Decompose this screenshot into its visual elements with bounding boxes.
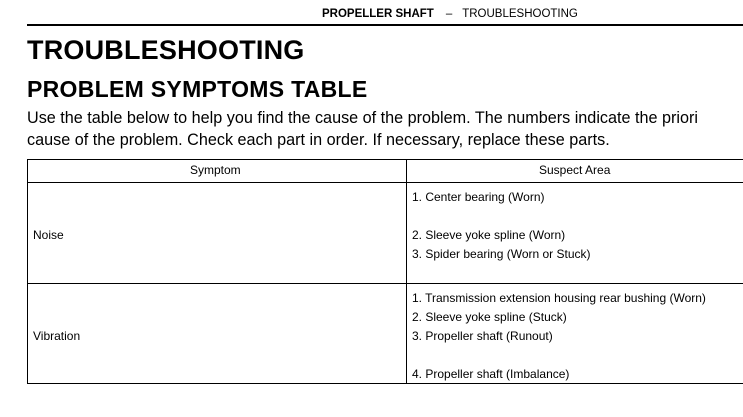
intro-paragraph (27, 107, 743, 151)
symptom-cell: Noise (33, 228, 64, 242)
page-title: TROUBLESHOOTING (27, 35, 305, 65)
suspect-area-item: 3. Spider bearing (Worn or Stuck) (412, 247, 591, 261)
suspect-area-item: 3. Propeller shaft (Runout) (412, 329, 553, 343)
running-header-text (322, 8, 578, 20)
header-page-name: TROUBLESHOOTING (462, 8, 578, 20)
problem-symptoms-table (27, 159, 743, 384)
header-section-name: PROPELLER SHAFT (322, 8, 434, 20)
suspect-area-item: 4. Propeller shaft (Imbalance) (412, 367, 570, 381)
header-separator: – (445, 8, 453, 20)
suspect-area-item: 2. Sleeve yoke spline (Worn) (412, 228, 566, 242)
row-divider (28, 283, 743, 284)
suspect-area-item: 1. Transmission extension housing rear bushing (Worn) (412, 291, 706, 305)
symptom-cell: Vibration (33, 329, 81, 343)
intro-line-1: Use the table below to help you find the cause of the problem. The numbers indicate the priori (27, 109, 698, 127)
header-row-divider (28, 182, 743, 183)
section-subtitle: PROBLEM SYMPTOMS TABLE (27, 76, 368, 102)
suspect-area-item: 2. Sleeve yoke spline (Stuck) (412, 310, 567, 324)
column-divider (406, 160, 407, 383)
column-header-symptom: Symptom (190, 163, 241, 177)
column-header-suspect-area: Suspect Area (539, 163, 611, 177)
suspect-area-item: 1. Center bearing (Worn) (412, 190, 545, 204)
intro-line-2: cause of the problem. Check each part in order. If necessary, replace these parts. (27, 131, 610, 149)
running-header (27, 7, 743, 26)
